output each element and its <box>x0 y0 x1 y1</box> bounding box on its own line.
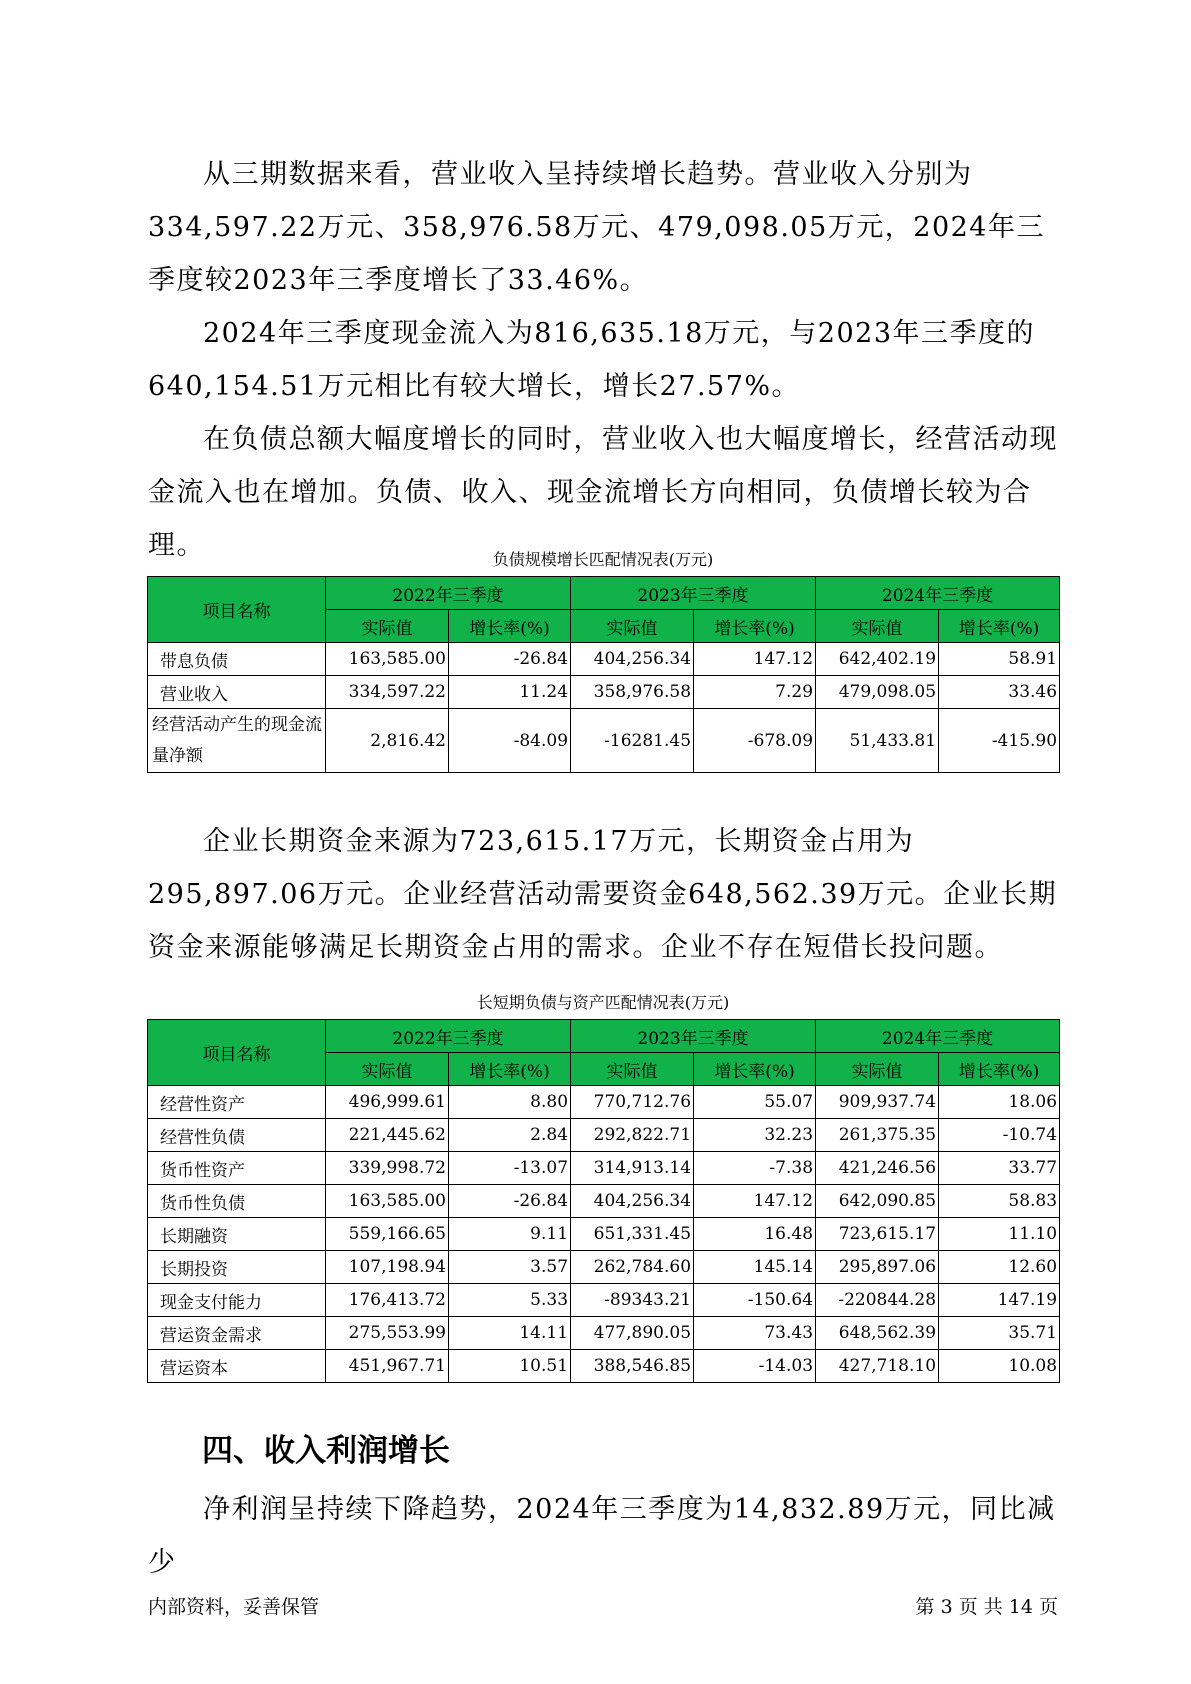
section-heading: 四、收入利润增长 <box>202 1433 450 1469</box>
table-row <box>148 1152 1060 1185</box>
table2-caption: 长短期负债与资产匹配情况表(万元) <box>476 993 730 1012</box>
header-growth: 增长率(%) <box>694 610 816 643</box>
cell-growth: 58.91 <box>939 643 1060 676</box>
cell-growth: -13.07 <box>449 1152 571 1185</box>
cell-actual: -220844.28 <box>816 1284 939 1317</box>
cell-growth: 73.43 <box>694 1317 816 1350</box>
cell-growth: 18.06 <box>939 1086 1060 1119</box>
header-growth: 增长率(%) <box>939 610 1060 643</box>
row-label: 经营活动产生的现金流量净额 <box>148 709 326 773</box>
cell-growth: 10.51 <box>449 1350 571 1383</box>
cell-actual: 770,712.76 <box>571 1086 694 1119</box>
header-growth: 增长率(%) <box>939 1053 1060 1086</box>
cell-growth: 12.60 <box>939 1251 1060 1284</box>
cell-actual: 275,553.99 <box>326 1317 449 1350</box>
cell-growth: 11.24 <box>449 676 571 709</box>
cell-growth: -678.09 <box>694 709 816 773</box>
cell-actual: 421,246.56 <box>816 1152 939 1185</box>
cell-actual: -16281.45 <box>571 709 694 773</box>
header-actual: 实际值 <box>571 610 694 643</box>
table-row <box>148 1185 1060 1218</box>
table-row <box>148 1317 1060 1350</box>
cell-actual: 107,198.94 <box>326 1251 449 1284</box>
table-row <box>148 1284 1060 1317</box>
cell-growth: 147.12 <box>694 643 816 676</box>
cell-actual: 358,976.58 <box>571 676 694 709</box>
cell-growth: 32.23 <box>694 1119 816 1152</box>
row-label: 经营性负债 <box>148 1119 326 1152</box>
header-period: 2023年三季度 <box>571 577 816 610</box>
cell-growth: 147.12 <box>694 1185 816 1218</box>
row-label: 长期投资 <box>148 1251 326 1284</box>
table-row <box>148 1086 1060 1119</box>
row-label: 营运资金需求 <box>148 1317 326 1350</box>
cell-actual: 261,375.35 <box>816 1119 939 1152</box>
cell-actual: 221,445.62 <box>326 1119 449 1152</box>
header-actual: 实际值 <box>816 610 939 643</box>
cell-actual: 388,546.85 <box>571 1350 694 1383</box>
cell-actual: 334,597.22 <box>326 676 449 709</box>
row-label: 货币性资产 <box>148 1152 326 1185</box>
row-label: 现金支付能力 <box>148 1284 326 1317</box>
row-label: 带息负债 <box>148 643 326 676</box>
cell-growth: 14.11 <box>449 1317 571 1350</box>
table-row <box>148 676 1060 709</box>
cell-actual: 262,784.60 <box>571 1251 694 1284</box>
cell-actual: 909,937.74 <box>816 1086 939 1119</box>
cell-actual: 479,098.05 <box>816 676 939 709</box>
cell-actual: 723,615.17 <box>816 1218 939 1251</box>
cell-actual: 404,256.34 <box>571 1185 694 1218</box>
header-growth: 增长率(%) <box>449 1053 571 1086</box>
cell-growth: 58.83 <box>939 1185 1060 1218</box>
header-actual: 实际值 <box>571 1053 694 1086</box>
table1-caption: 负债规模增长匹配情况表(万元) <box>492 550 714 569</box>
cell-growth: 5.33 <box>449 1284 571 1317</box>
paragraph-debt-growth: 在负债总额大幅度增长的同时，营业收入也大幅度增长，经营活动现金流入也在增加。负债、收入、现金流增长方向相同，负债增长较为合理。 <box>148 424 1058 561</box>
header-item-name: 项目名称 <box>148 577 326 643</box>
table-row <box>148 1119 1060 1152</box>
cell-actual: 339,998.72 <box>326 1152 449 1185</box>
cell-growth: 145.14 <box>694 1251 816 1284</box>
paragraph-cash-inflow: 2024年三季度现金流入为816,635.18万元，与2023年三季度的640,154.51万元相比有较大增长，增长27.57%。 <box>148 318 1036 402</box>
cell-growth: 8.80 <box>449 1086 571 1119</box>
cell-growth: -150.64 <box>694 1284 816 1317</box>
cell-growth: 33.77 <box>939 1152 1060 1185</box>
cell-growth: -415.90 <box>939 709 1060 773</box>
cell-growth: -10.74 <box>939 1119 1060 1152</box>
cell-growth: -26.84 <box>449 643 571 676</box>
cell-actual: 176,413.72 <box>326 1284 449 1317</box>
cell-actual: 648,562.39 <box>816 1317 939 1350</box>
cell-growth: 16.48 <box>694 1218 816 1251</box>
cell-actual: 292,822.71 <box>571 1119 694 1152</box>
cell-growth: 7.29 <box>694 676 816 709</box>
cell-actual: 2,816.42 <box>326 709 449 773</box>
header-growth: 增长率(%) <box>694 1053 816 1086</box>
cell-actual: 651,331.45 <box>571 1218 694 1251</box>
cell-actual: 451,967.71 <box>326 1350 449 1383</box>
cell-growth: -84.09 <box>449 709 571 773</box>
cell-actual: 404,256.34 <box>571 643 694 676</box>
header-period: 2023年三季度 <box>571 1020 816 1053</box>
header-period: 2022年三季度 <box>326 1020 571 1053</box>
cell-growth: -26.84 <box>449 1185 571 1218</box>
cell-growth: 35.71 <box>939 1317 1060 1350</box>
cell-actual: 163,585.00 <box>326 1185 449 1218</box>
header-period: 2024年三季度 <box>816 1020 1060 1053</box>
cell-growth: 147.19 <box>939 1284 1060 1317</box>
header-actual: 实际值 <box>816 1053 939 1086</box>
footer-page-number: 第 3 页 共 14 页 <box>915 1596 1058 1618</box>
cell-growth: 33.46 <box>939 676 1060 709</box>
table-row <box>148 643 1060 676</box>
cell-growth: 10.08 <box>939 1350 1060 1383</box>
cell-actual: 496,999.61 <box>326 1086 449 1119</box>
cell-actual: 163,585.00 <box>326 643 449 676</box>
row-label: 长期融资 <box>148 1218 326 1251</box>
cell-actual: -89343.21 <box>571 1284 694 1317</box>
row-label: 营业收入 <box>148 676 326 709</box>
cell-actual: 642,402.19 <box>816 643 939 676</box>
row-label: 营运资本 <box>148 1350 326 1383</box>
paragraph-revenue-trend: 从三期数据来看，营业收入呈持续增长趋势。营业收入分别为334,597.22万元、358,976.58万元、479,098.05万元，2024年三季度较2023年三季度增长了33.46%。 <box>148 159 1045 296</box>
debt-scale-table <box>147 576 1060 773</box>
table-row <box>148 1350 1060 1383</box>
header-item-name: 项目名称 <box>148 1020 326 1086</box>
paragraph-long-term-funds: 企业长期资金来源为723,615.17万元，长期资金占用为295,897.06万元。企业经营活动需要资金648,562.39万元。企业长期资金来源能够满足长期资金占用的需求。企业不存在短借长投问题。 <box>148 826 1058 963</box>
header-actual: 实际值 <box>326 1053 449 1086</box>
cell-actual: 559,166.65 <box>326 1218 449 1251</box>
cell-growth: 9.11 <box>449 1218 571 1251</box>
cell-growth: 2.84 <box>449 1119 571 1152</box>
table-row <box>148 1251 1060 1284</box>
header-period: 2024年三季度 <box>816 577 1060 610</box>
table-row <box>148 709 1060 773</box>
cell-growth: -14.03 <box>694 1350 816 1383</box>
cell-actual: 51,433.81 <box>816 709 939 773</box>
header-period: 2022年三季度 <box>326 577 571 610</box>
cell-growth: 3.57 <box>449 1251 571 1284</box>
footer-confidential-note: 内部资料，妥善保管 <box>148 1596 320 1618</box>
header-actual: 实际值 <box>326 610 449 643</box>
row-label: 货币性负债 <box>148 1185 326 1218</box>
cell-actual: 427,718.10 <box>816 1350 939 1383</box>
row-label: 经营性资产 <box>148 1086 326 1119</box>
cell-actual: 477,890.05 <box>571 1317 694 1350</box>
cell-actual: 295,897.06 <box>816 1251 939 1284</box>
cell-actual: 642,090.85 <box>816 1185 939 1218</box>
table-row <box>148 1218 1060 1251</box>
cell-actual: 314,913.14 <box>571 1152 694 1185</box>
debt-asset-match-table <box>147 1019 1060 1383</box>
cell-growth: 11.10 <box>939 1218 1060 1251</box>
header-growth: 增长率(%) <box>449 610 571 643</box>
cell-growth: 55.07 <box>694 1086 816 1119</box>
cell-growth: -7.38 <box>694 1152 816 1185</box>
paragraph-net-profit: 净利润呈持续下降趋势，2024年三季度为14,832.89万元，同比减少 <box>148 1494 1056 1578</box>
